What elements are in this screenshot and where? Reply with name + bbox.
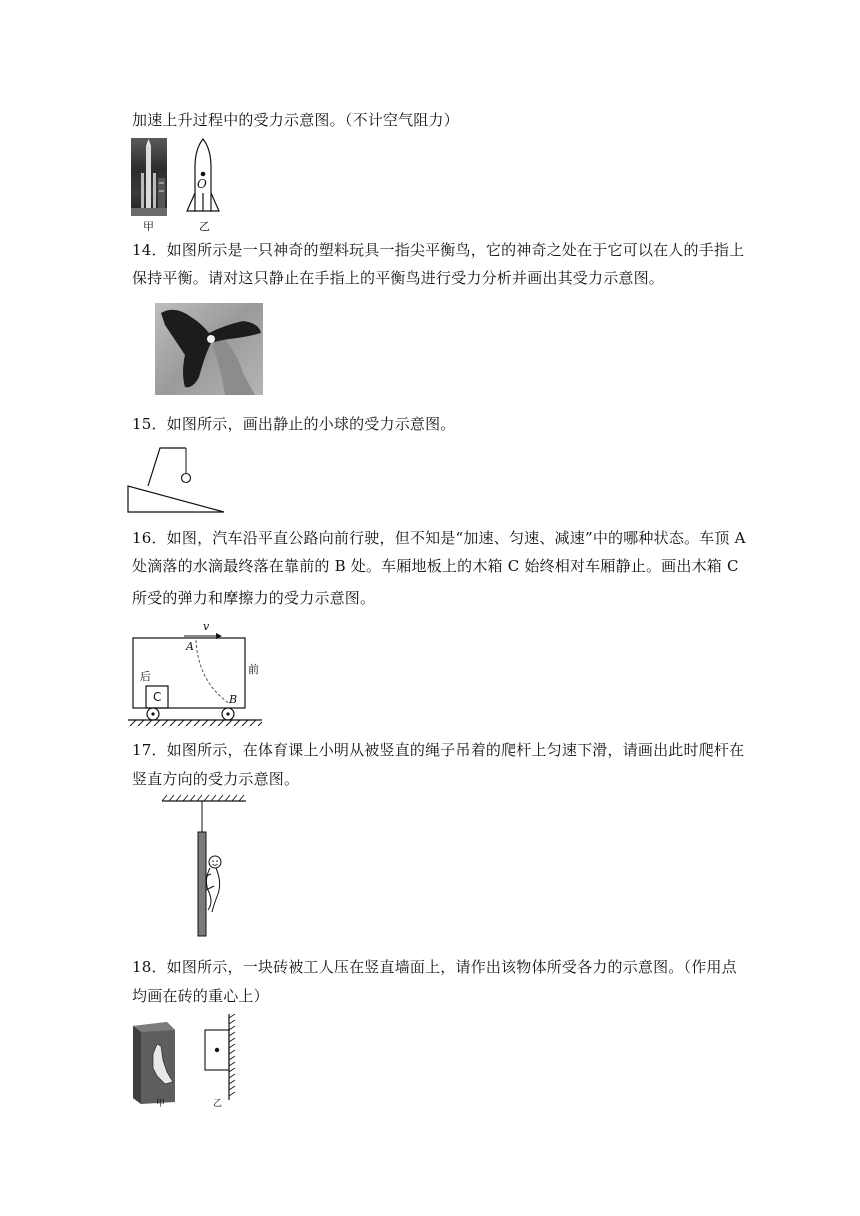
label-jia-18: 甲 [156,1099,166,1109]
ball [182,474,191,483]
q16-line-1: 16．如图，汽车沿平直公路向前行驶，但不知是“加速、匀速、减速”中的哪种状态。车顶 A [132,529,746,547]
label-yi-18: 乙 [213,1099,223,1109]
q17-line-2: 竖直方向的受力示意图。 [132,770,300,788]
point-a-label: A [186,640,194,653]
hanging-ball-diagram [128,446,228,516]
q13-text: 加速上升过程中的受力示意图。（不计空气阻力） [132,111,459,129]
rocket-launch-photo [131,138,167,216]
brick-wall-diagram [203,1012,243,1102]
q18-line-1: 18．如图所示，一块砖被工人压在竖直墙面上，请作出该物体所受各力的示意图。（作用点 [132,958,737,976]
brick-photo-figure [129,1020,179,1106]
balance-bird-photo [155,303,263,395]
q18-line-2: 均画在砖的重心上） [132,987,269,1005]
q14-line-2: 保持平衡。请对这只静止在手指上的平衡鸟进行受力分析并画出其受力示意图。 [132,269,665,287]
back-label: 后 [140,670,151,683]
label-jia-13: 甲 [143,220,154,233]
label-yi-13: 乙 [199,220,210,233]
box-c-label: C [153,690,162,704]
point-o-label: O [197,177,207,191]
q16-line-2: 处滴落的水滴最终落在靠前的 B 处。车厢地板上的木箱 C 始终相对车厢静止。画出木箱 C [132,557,739,575]
q15-line-1: 15．如图所示，画出静止的小球的受力示意图。 [132,415,456,433]
q14-line-1: 14．如图所示是一只神奇的塑料玩具一指尖平衡鸟，它的神奇之处在于它可以在人的手指上 [132,241,745,259]
point-b-label: B [229,693,238,706]
q16-line-3: 所受的弹力和摩擦力的受力示意图。 [132,589,376,607]
front-label: 前 [248,663,259,676]
q17-line-1: 17．如图所示，在体育课上小明从被竖直的绳子吊着的爬杆上匀速下滑，请画出此时爬杆在 [132,741,745,759]
center-of-gravity-dot [215,1048,219,1052]
velocity-label: v [203,620,210,633]
center-of-mass-dot [201,172,206,177]
climbing-pole-diagram [158,790,258,940]
